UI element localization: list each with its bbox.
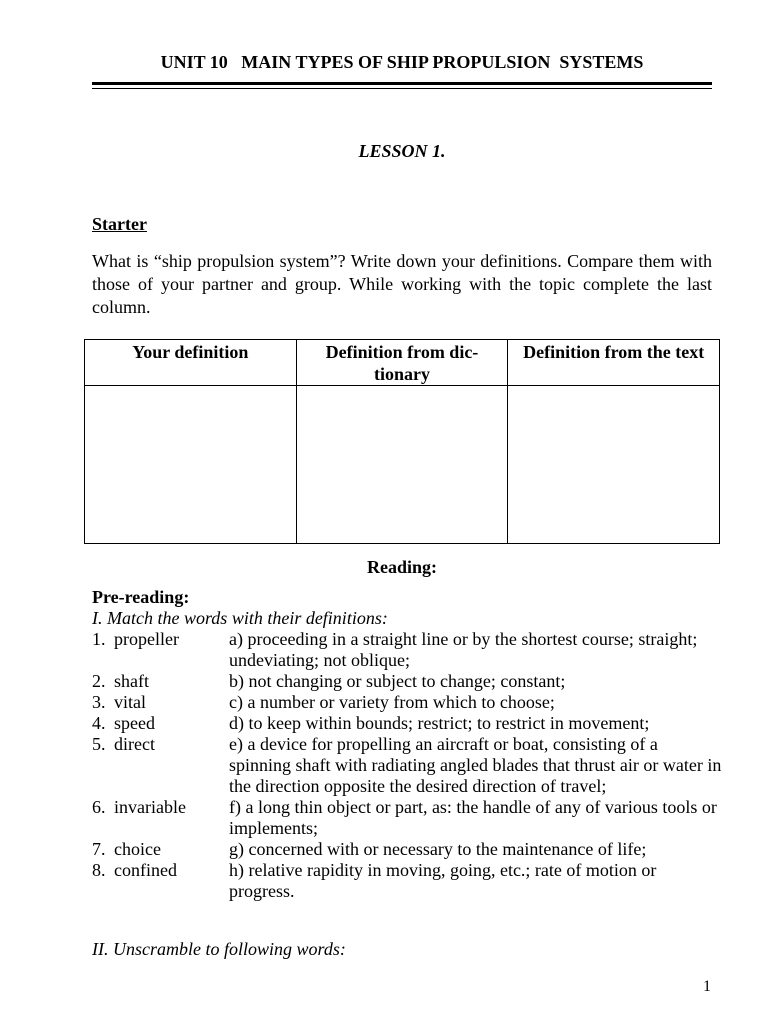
- answer-cell-dictionary-definition[interactable]: [296, 386, 508, 544]
- vocab-number: 8.: [92, 860, 106, 880]
- answer-cell-your-definition[interactable]: [85, 386, 297, 544]
- starter-heading: Starter: [92, 214, 147, 234]
- vocab-number: 3.: [92, 692, 106, 712]
- vocab-word: shaft: [114, 671, 149, 691]
- vocab-definition: f) a long thin object or part, as: the handle of any of various tools or implements;: [229, 797, 717, 838]
- unscramble-instruction: II. Unscramble to following words:: [92, 939, 346, 959]
- vocab-number: 6.: [92, 797, 106, 817]
- vocab-definition: e) a device for propelling an aircraft or boat, consisting of a spinning shaft with radiating angled blades that thrust air or water in the direction opposite the desired direction of travel;: [229, 734, 722, 796]
- vocab-definition: h) relative rapidity in moving, going, etc.; rate of motion or progress.: [229, 860, 657, 901]
- header-dictionary-definition: Definition from dic-tionary: [296, 340, 508, 386]
- vocab-definition: c) a number or variety from which to choose;: [229, 692, 555, 712]
- vocab-item: [92, 734, 722, 797]
- vocab-item: [92, 629, 722, 671]
- definition-table-header-row: [85, 340, 720, 386]
- vocab-word: propeller: [114, 629, 179, 649]
- vocab-number: 5.: [92, 734, 106, 754]
- vocab-definition: b) not changing or subject to change; constant;: [229, 671, 566, 691]
- vocab-word: direct: [114, 734, 155, 754]
- unit-title: UNIT 10 MAIN TYPES OF SHIP PROPULSION SYSTEMS: [160, 52, 644, 72]
- pre-reading-heading: Pre-reading:: [92, 587, 190, 607]
- vocab-word: vital: [114, 692, 146, 712]
- vocab-word: invariable: [114, 797, 186, 817]
- definition-table-answer-row: [85, 386, 720, 544]
- vocab-definition: a) proceeding in a straight line or by the shortest course; straight; undeviating; not oblique;: [229, 629, 698, 670]
- vocab-item: [92, 671, 722, 692]
- page-number: 1: [703, 978, 711, 995]
- vocab-item: [92, 692, 722, 713]
- vocab-item: [92, 860, 722, 902]
- answer-cell-text-definition[interactable]: [508, 386, 720, 544]
- reading-heading: Reading:: [366, 557, 437, 577]
- lesson-heading: LESSON 1.: [358, 141, 446, 161]
- vocab-definition: g) concerned with or necessary to the maintenance of life;: [229, 839, 647, 859]
- vocab-word: speed: [114, 713, 155, 733]
- vocab-number: 7.: [92, 839, 106, 859]
- starter-text: What is “ship propulsion system”? Write down your definitions. Compare them with those of your partner and group. While working with the topic complete the last column.: [92, 251, 712, 317]
- title-rule-thin: [92, 88, 712, 89]
- definition-table: [84, 339, 720, 544]
- vocabulary-list: [92, 629, 722, 902]
- vocab-definition: d) to keep within bounds; restrict; to restrict in movement;: [229, 713, 650, 733]
- vocab-item: [92, 839, 722, 860]
- vocab-word: choice: [114, 839, 161, 859]
- header-your-definition: Your definition: [85, 340, 297, 386]
- vocab-item: [92, 713, 722, 734]
- title-rule-thick: [92, 82, 712, 85]
- vocab-number: 1.: [92, 629, 106, 649]
- vocab-number: 2.: [92, 671, 106, 691]
- vocab-word: confined: [114, 860, 177, 880]
- header-text-definition: Definition from the text: [508, 340, 720, 386]
- match-instruction: I. Match the words with their definitions:: [92, 608, 388, 628]
- vocab-item: [92, 797, 722, 839]
- vocab-number: 4.: [92, 713, 106, 733]
